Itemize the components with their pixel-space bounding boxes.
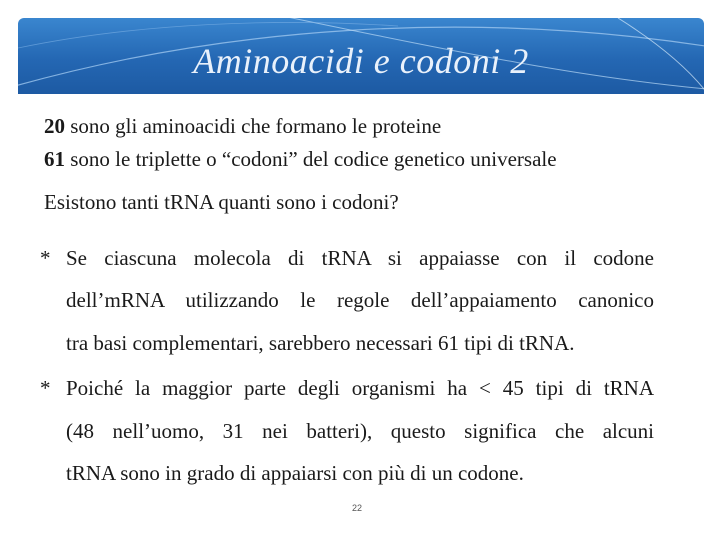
- bullet-text-line: dell’mRNA utilizzando le regole dell’appaiamento canonico: [66, 288, 654, 312]
- bullet-text-line: tra basi complementari, sarebbero necessari 61 tipi di tRNA.: [66, 331, 575, 355]
- fact-line-codons: [44, 147, 557, 172]
- fact-text: sono le triplette o “codoni” del codice genetico universale: [65, 147, 557, 171]
- bullet-marker: *: [40, 376, 51, 400]
- fact-line-aminoacids: [44, 114, 441, 139]
- bullet-text-line: (48 nell’uomo, 31 nei batteri), questo significa che alcuni: [66, 419, 654, 443]
- slide-title: Aminoacidi e codoni 2: [193, 41, 529, 81]
- fact-number: 61: [44, 147, 65, 171]
- title-banner: [18, 18, 704, 94]
- fact-number: 20: [44, 114, 65, 138]
- page-number: 22: [352, 503, 363, 513]
- bullet-text-line: tRNA sono in grado di appaiarsi con più di un codone.: [66, 461, 524, 485]
- bullet-text-line: Se ciascuna molecola di tRNA si appaiasse con il codone: [66, 246, 654, 270]
- bullet-text-line: Poiché la maggior parte degli organismi ha < 45 tipi di tRNA: [66, 376, 654, 400]
- question-line: Esistono tanti tRNA quanti sono i codoni?: [44, 190, 399, 214]
- fact-text: sono gli aminoacidi che formano le proteine: [65, 114, 442, 138]
- bullet-marker: *: [40, 246, 51, 270]
